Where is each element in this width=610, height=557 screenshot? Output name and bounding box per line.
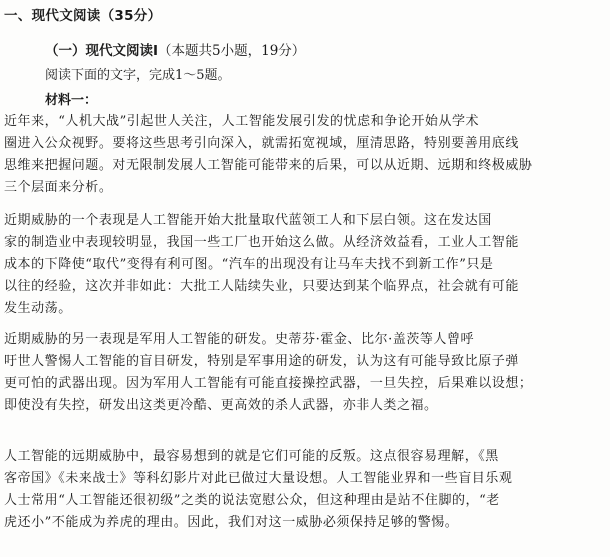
section-title: 一、现代文阅读（35分） <box>4 8 162 24</box>
paragraph-2 <box>4 210 604 320</box>
text-line: 即使没有失控，研发出这类更冷酷、更高效的杀人武器，亦非人类之福。 <box>4 398 438 413</box>
subsection-note: （本题共5小题，19分） <box>158 43 306 59</box>
text-line: 近期威胁的一个表现是人工智能开始大批量取代蓝领工人和下层白领。这在发达国 <box>4 213 492 228</box>
text-line: 思维来把握问题。对无限制发展人工智能可能带来的后果，可以从近期、远期和终极威胁 <box>4 158 533 173</box>
text-line: 近期威胁的另一表现是军用人工智能的研发。史蒂芬·霍金、比尔·盖茨等人曾呼 <box>4 332 475 347</box>
text-line: 圈进入公众视野。要将这些思考引向深入，就需拓宽视域，厘清思路，特别要善用底线 <box>4 136 519 151</box>
text-line: 更可怕的武器出现。因为军用人工智能有可能直接操控武器，一旦失控，后果难以设想； <box>4 376 533 391</box>
text-line: 客帝国》《未来战士》等科幻影片对此已做过大量设想。人工智能业界和一些盲目乐观 <box>4 471 513 486</box>
text-line: 成本的下降使“取代”变得有利可图。“汽车的出现没有让马车夫找不到新工作”只是 <box>4 257 494 272</box>
text-line: 家的制造业中表现较明显，我国一些工厂也开始这么做。从经济效益看，工业人工智能 <box>4 235 519 250</box>
material-label: 材料一： <box>45 93 98 108</box>
text-line: 人工智能的远期威胁中，最容易想到的就是它们可能的反叛。这点很容易理解，《黑 <box>4 449 499 464</box>
text-line: 三个层面来分析。 <box>4 180 113 195</box>
instruction-text: 阅读下面的文字，完成1～5题。 <box>45 68 231 83</box>
subsection-title <box>45 39 305 59</box>
text-line: 发生动荡。 <box>4 301 72 316</box>
paragraph-1 <box>4 111 604 199</box>
paragraph-3 <box>4 329 604 417</box>
text-line: 吁世人警惕人工智能的盲目研发，特别是军事用途的研发，认为这有可能导致比原子弹 <box>4 354 519 369</box>
text-line: 以往的经验，这次并非如此：大批工人陆续失业，只要达到某个临界点，社会就有可能 <box>4 279 519 294</box>
paragraph-4 <box>4 446 604 534</box>
text-line: 人士常用“人工智能还很初级”之类的说法宽慰公众，但这种理由是站不住脚的，“老 <box>4 493 500 508</box>
subsection-label: （一）现代文阅读Ⅰ <box>45 43 159 59</box>
text-line: 近年来，“人机大战”引起世人关注，人工智能发展引发的忧虑和争论开始从学术 <box>4 114 480 129</box>
text-line: 虎还小”不能成为养虎的理由。因此，我们对这一威胁必须保持足够的警惕。 <box>4 515 459 530</box>
